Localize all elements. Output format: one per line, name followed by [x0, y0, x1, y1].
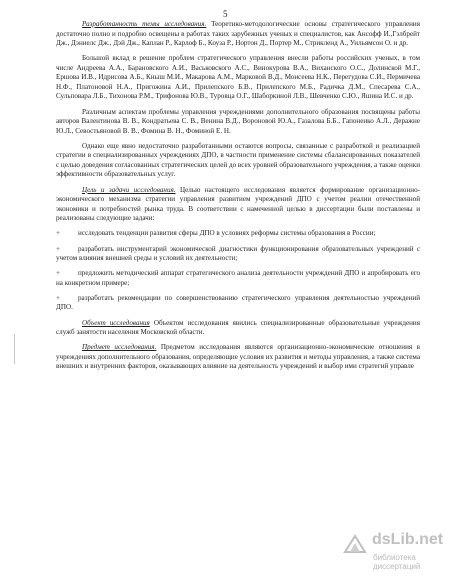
bullet-mark: + [56, 229, 61, 238]
list-item [56, 229, 420, 239]
paragraph [56, 343, 420, 372]
paragraph [56, 108, 420, 137]
paragraph-text: Теоретико-методологические основы стратегического управления достаточно полно и подробно освещены в работах таких зарубежных ученых и специалистов, как Ансофф И.,Гэлбрейт Дж., Дэниелс Дж., Дэй Дж., Каплан Р., Карлоф Б., Коуза Р., Нортон Д., Портер М., Стрикленд А., Уильямсон О. и др. [56, 20, 420, 48]
library-logo-icon [342, 532, 368, 556]
paragraph-text: Большой вклад в решение проблем стратегического управления внесли работы российских ученых, в том числе Андреева А.А., Барановского А.И., Васьковского А.С., Винокурова В.А., Виханского О.С., Долинской М.Г., Ершова И.В., Идрисова А.Б., Кныш М.И., Макарова А.М., Марковой В.Д., Моисеева Н.К., Перегудова С.И., Пермичева Н.Ф., Платоновой Н.А., Пригожина А.И., Прилепского Б.В., Прилепского М.Б., Радичка Д.М., Спесарева С.А., Сульповара Л.Б., Тихонова Р.М., Трифонова Ю.В., Туровца О.Г., Шаборкиной Л.В., Шевченко С.Ю., Яшина И.С. и др. [56, 54, 420, 101]
bullet-mark: + [56, 269, 61, 278]
paragraph-text: исследовать тенденции развития сферы ДПО в условиях реформы системы образования в России; [78, 229, 376, 238]
bullet-mark: + [56, 244, 61, 253]
watermark-subtitle: библиотека диссертаций [373, 553, 421, 571]
paragraph-text: Различным аспектам проблемы управления учреждениями дополнительного образования посвящены работы авторов Валентинова В. В., Кондратьева С. В., Венина В.Д., Вороновой Ю.А., Газалова Б.Б., Гапоненко А.Л., Деражне Ю.Л., Севостьяновой В. В., Фомина В. Н., Фоминой Е. Н. [56, 107, 420, 135]
paragraph [56, 186, 420, 224]
paragraph-text: Однако еще явно недостаточно разработанными остаются вопросы, связанные с разработкой и реализацией стратегии в специализированных учреждениях ДПО, в частности применение системы сбалансированных показателей с целью доведения согласованных стратегических целей до всех уровней образовательного учреждения, а также оценки эффективности образовательных услуг. [56, 141, 420, 179]
paragraph [56, 142, 420, 180]
paragraph [56, 20, 420, 49]
paragraph-text: разработать рекомендации по совершенствованию стратегического управления деятельностью учреждений ДПО. [56, 293, 420, 312]
bullet-mark: + [56, 293, 61, 302]
body-text [56, 20, 420, 372]
list-item [56, 245, 420, 264]
section-heading: Предмет исследования. [82, 343, 157, 352]
section-heading: Цель и задачи исследования. [82, 185, 176, 194]
section-heading: Разработанность темы исследования. [82, 20, 207, 28]
page-number: 5 [223, 9, 228, 19]
list-item [56, 269, 420, 288]
watermark [342, 528, 450, 571]
watermark-brand: dsLib.net [372, 531, 444, 548]
paragraph-text: Предметом исследования являются организационно-экономические отношения в учреждениях дополнительного образования, определяющие условия их развития и методы управления, а также система внешних и внутренних факторов, оказывающих влияние на деятельность учреждений и выбор ими стратегий управле [56, 343, 420, 371]
paragraph [56, 319, 420, 338]
section-heading: Объект исследования [82, 318, 150, 327]
paragraph-text: Объектом исследования явились специализированные образовательные учреждения служб занятости населения Московской области. [56, 318, 420, 337]
paragraph-text: предложить методический аппарат стратегического анализа деятельности учреждений ДПО и апробировать его на конкретном примере; [56, 269, 420, 287]
paragraph-text: разработать инструментарий экономической диагностики функционирования образовательных учреждений с учетом влияния внешней среды и условий их деятельности; [56, 244, 420, 263]
paragraph [56, 54, 420, 102]
paragraph-text: Целью настоящего исследования является формирование организационно-экономического механизма стратегии управления развитием учреждений ДПО с учетом реалии отечественной экономики и потребностей рынка труда. В соответствии с намеченной целью в диссертации были поставлены и реализованы следующие задачи: [56, 185, 420, 223]
list-item [56, 294, 420, 313]
scan-margin-line [14, 334, 22, 364]
